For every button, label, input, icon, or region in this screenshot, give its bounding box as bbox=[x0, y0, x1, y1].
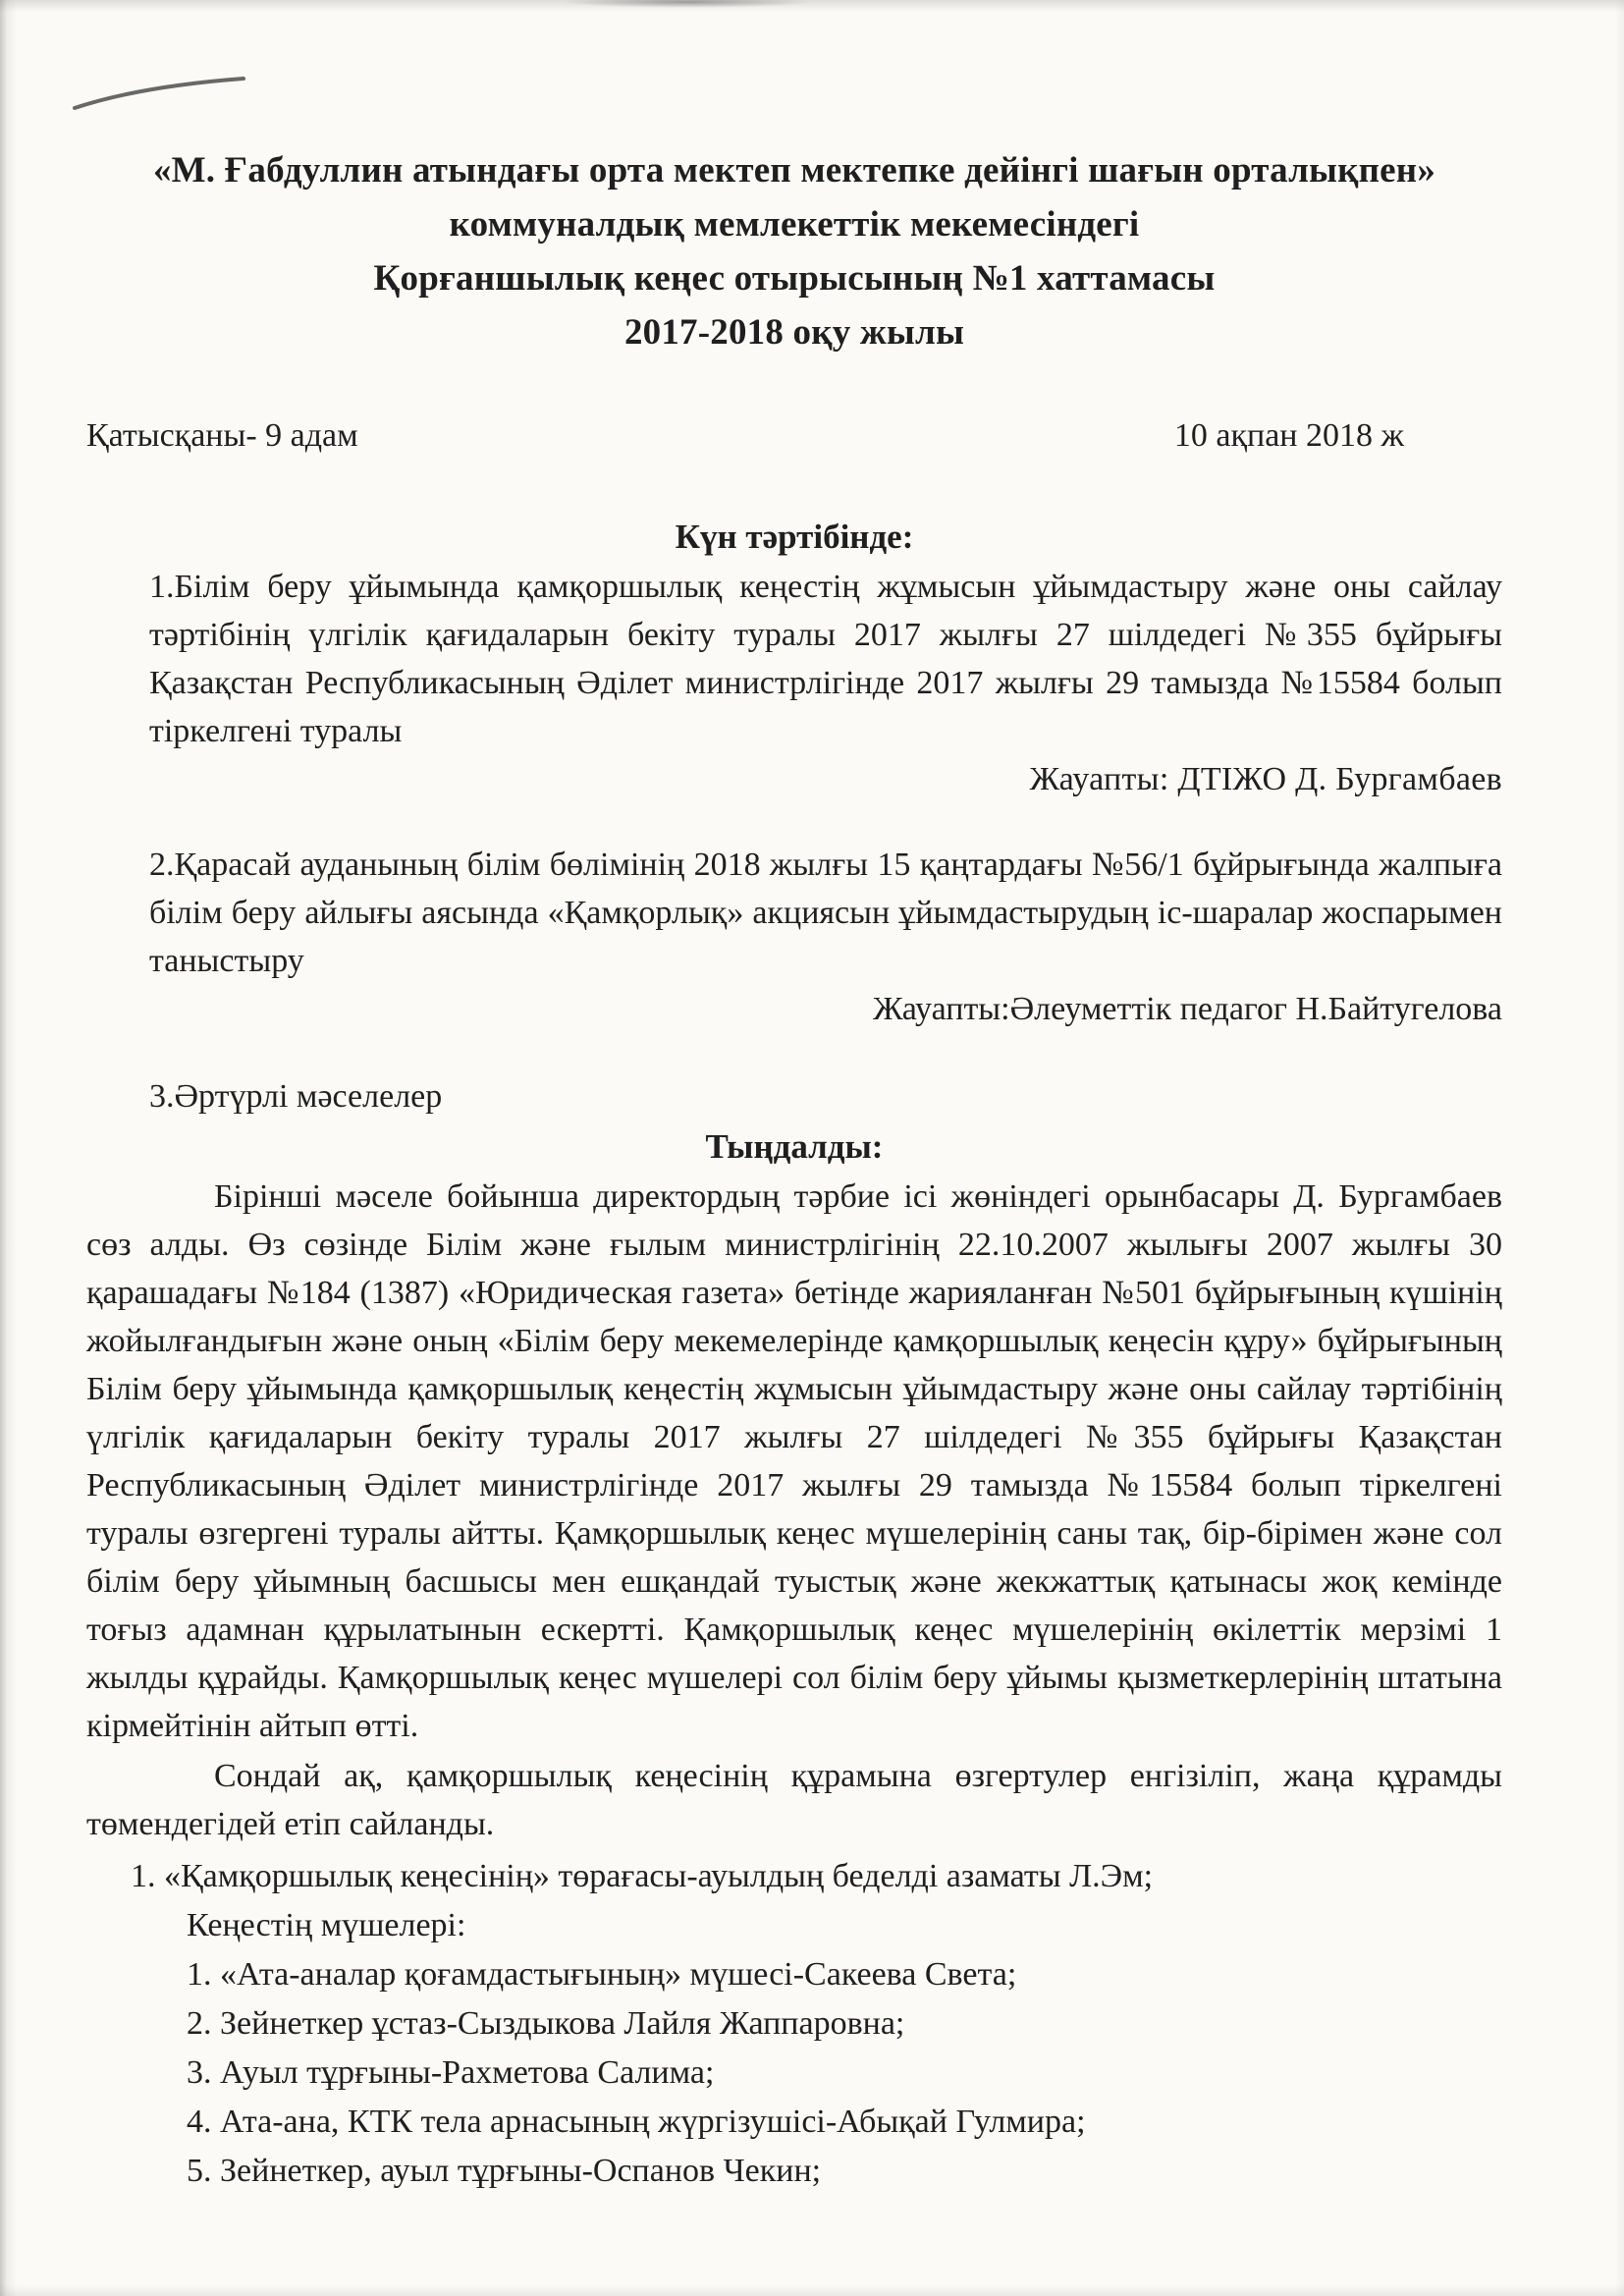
heard-heading: Тыңдалды: bbox=[705, 1127, 884, 1166]
document-title bbox=[86, 143, 1502, 359]
heard-paragraph-2: Сондай ақ, қамқоршылық кеңесінің құрамына өзгертулер енгізіліп, жаңа құрамды төмендегідей етіп сайланды. bbox=[86, 1758, 1502, 1842]
council-members-label: Кеңестің мүшелері: bbox=[187, 1907, 466, 1943]
title-line-1: «М. Ғабдуллин атындағы орта мектеп мектепке дейінгі шағын орталықпен» bbox=[152, 150, 1436, 191]
council-member-item: 4. Ата-ана, КТК тела арнасының жүргізушісі-Абықай Гулмира; bbox=[187, 2104, 1086, 2140]
agenda-item-1-responsible: Жауапты: ДТІЖО Д. Бургамбаев bbox=[1029, 761, 1502, 797]
document-content bbox=[86, 143, 1502, 2196]
heard-paragraph-1: Бірінші мәселе бойынша директордың тәрбие ісі жөніндегі орынбасары Д. Бургамбаев сөз алды. Өз сөзінде Білім және ғылым министрлігінің 22.10.2007 жылығы 2007 жылғы 30 қарашадағы №184 (1387) «Юридическая газета» бетінде жарияланған №501 бұйрығының күшінің жойылғандығын және оның «Білім беру мекемелерінде қамқоршылық кеңесін құру» бұйрығының Білім беру ұйымында қамқоршылық кеңестің жұмысын ұйымдастыру және оны сайлау тәртібінің үлгілік қағидаларын бекіту туралы 2017 жылғы 27 шілдедегі №355 бұйрығы Қазақстан Республикасының Әділет министрлігінде 2017 жылғы 29 тамызда №15584 болып тіркелгені туралы өзгергені туралы айтты. Қамқоршылық кеңес мүшелерінің саны тақ, бір-бірімен және сол білім беру ұйымның басшысы мен ешқандай туыстық және жекжаттық қатынасы жоқ кемінде тоғыз адамнан құрылатынын ескертті. Қамқоршылық кеңес мүшелерінің өкілеттік мерзімі 1 жылды құрайды. Қамқоршылық кеңес мүшелері сол білім беру ұйымы қызметкерлерінің штатына кірмейтінін айтып өтті. bbox=[86, 1178, 1502, 1744]
agenda-heading: Күн тәртібінде: bbox=[675, 518, 914, 556]
title-line-2: коммуналдық мемлекеттік мекемесіндегі bbox=[449, 204, 1140, 245]
agenda-item-1: 1.Білім беру ұйымында қамқоршылық кеңестің жұмысын ұйымдастыру және оны сайлау тәртібінің үлгілік қағидаларын бекіту туралы 2017 жылғы 27 шілдедегі №355 бұйрығы Қазақстан Республикасының Әділет министрлігінде 2017 жылғы 29 тамызда №15584 болып тіркелгені туралы bbox=[149, 569, 1502, 749]
council-member-item: 1. «Ата-аналар қоғамдастығының» мүшесі-Сакеева Света; bbox=[187, 1956, 1017, 1993]
council-member-item: 3. Ауыл тұрғыны-Рахметова Салима; bbox=[187, 2054, 715, 2091]
meeting-date: 10 ақпан 2018 ж bbox=[1173, 417, 1404, 454]
council-member-item: 5. Зейнеткер, ауыл тұрғыны-Оспанов Чекин; bbox=[187, 2153, 822, 2189]
agenda-item-2-responsible: Жауапты:Әлеуметтік педагог Н.Байтугелова bbox=[873, 991, 1502, 1027]
title-line-4: 2017-2018 оқу жылы bbox=[623, 312, 965, 353]
agenda-block bbox=[149, 563, 1502, 1121]
council-composition-list bbox=[86, 1852, 1502, 2196]
pen-mark bbox=[61, 65, 257, 120]
title-line-3: Қорғаншылық кеңес отырысының №1 хаттамасы bbox=[373, 258, 1216, 299]
agenda-item-2: 2.Қарасай ауданының білім бөлімінің 2018 жылғы 15 қаңтардағы №56/1 бұйрығында жалпыға білім беру айлығы аясында «Қамқорлық» акциясын ұйымдастырудың іс-шаралар жоспарымен таныстыру bbox=[149, 847, 1502, 979]
agenda-item-3: 3.Әртүрлі мәселелер bbox=[149, 1078, 443, 1115]
meta-row bbox=[86, 412, 1502, 460]
attendees-count: Қатысқаны- 9 адам bbox=[86, 417, 358, 454]
council-chair-item: 1. «Қамқоршылық кеңесінің» төрағасы-ауылдың беделді азаматы Л.Эм; bbox=[131, 1858, 1154, 1894]
council-member-item: 2. Зейнеткер ұстаз-Сыздыкова Лайля Жаппаровна; bbox=[187, 2005, 905, 2042]
